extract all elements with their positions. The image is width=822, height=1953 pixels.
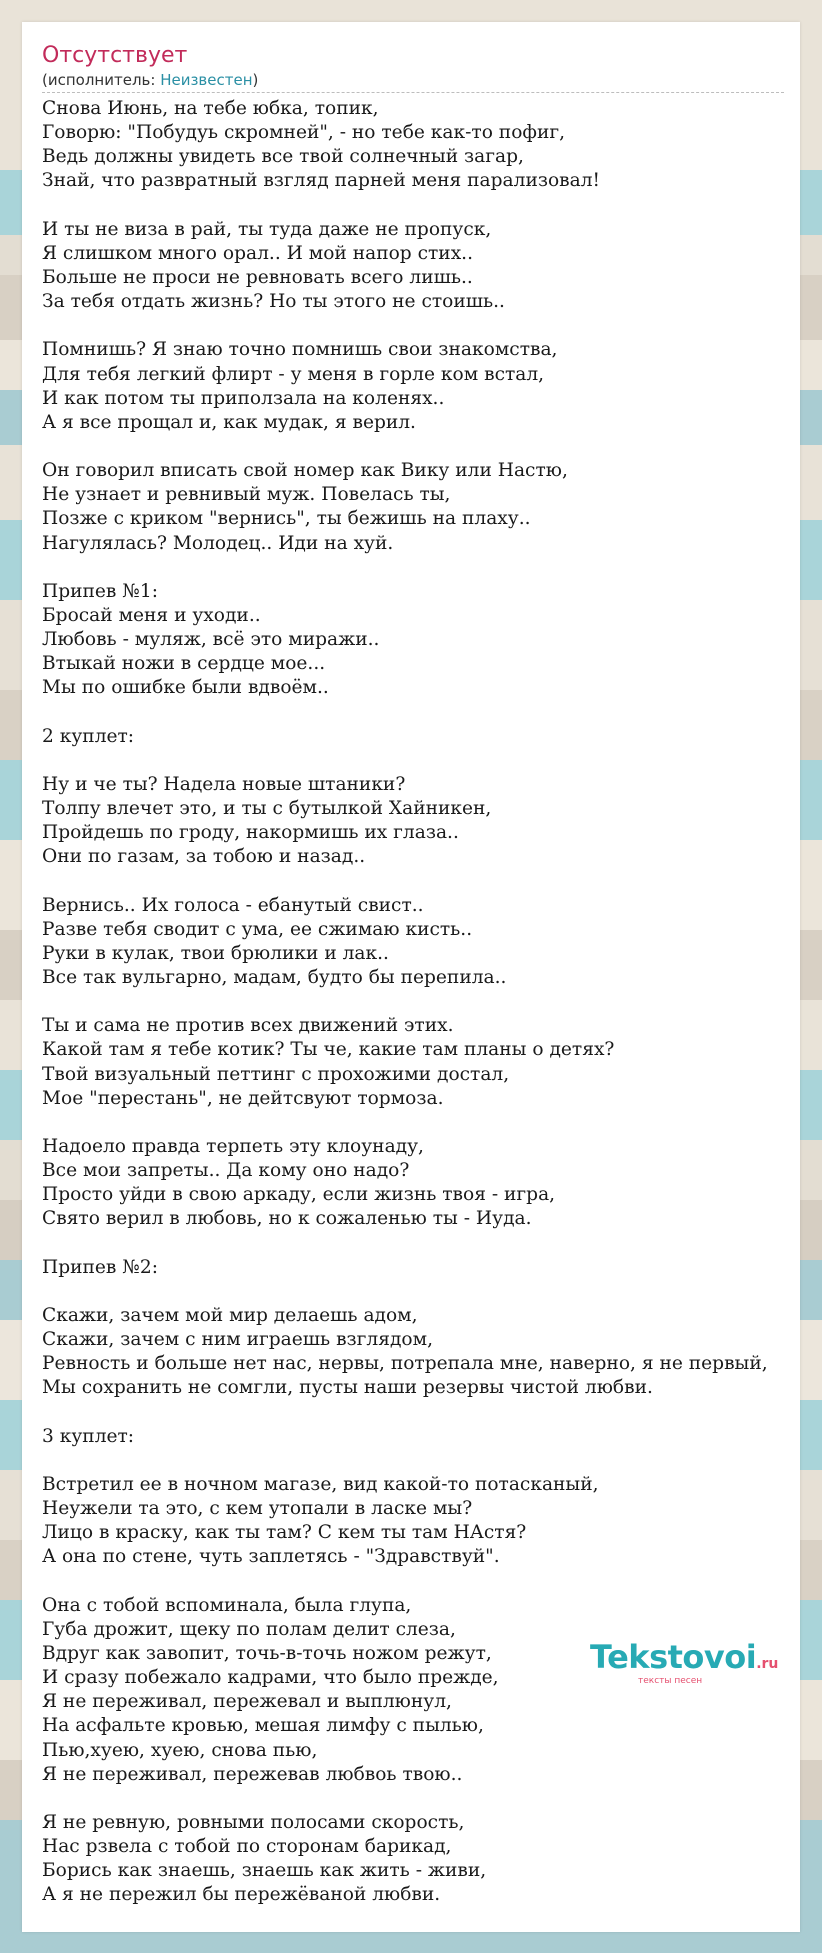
performer-prefix: (исполнитель: [42,71,161,89]
lyric-line: Больше не проси не ревновать всего лишь.. [42,266,473,288]
lyric-line: Вдруг как завопит, точь-в-точь ножом режут, [42,1643,492,1664]
lyric-line: Бросай меня и уходи.. [42,604,261,626]
lyric-line: Губа дрожит, щеку по полам делит слеза, [42,1618,456,1640]
performer-link[interactable]: Неизвестен [160,71,253,89]
lyric-line: Припев №1: [42,580,158,602]
lyric-line [42,990,800,1014]
lyric-line: Встретил ее в ночном магазе, вид какой-то потасканый, [42,1474,599,1496]
lyric-line: Ты и сама не против всех движений этих. [42,1015,454,1037]
lyric-line [42,1232,800,1256]
lyric-line: Свято верил в любовь, но к сожаленью ты - Иуда. [42,1208,532,1230]
lyric-line [42,1570,800,1594]
lyric-line: Знай, что развратный взгляд парней меня парализовал! [42,170,601,192]
lyric-line: Позже с криком "вернись", ты бежишь на плаху.. [42,508,531,530]
lyric-line: Припев №2: [42,1256,158,1278]
lyric-line: Я слишком много орал.. И мой напор стих.. [42,242,474,264]
lyric-line: Я не переживал, пережевав любвоь твою.. [42,1763,463,1785]
lyric-line: Вернись.. Их голоса - ебанутый свист.. [42,894,424,916]
lyric-line: Не узнает и ревнивый муж. Повелась ты, [42,484,451,506]
lyric-line: Нагулялась? Молодец.. Иди на хуй. [42,532,394,554]
lyric-line: А она по стене, чуть заплетясь - "Здравствуй". [42,1546,500,1568]
lyric-line: Пью,хуею, хуею, снова пью, [42,1739,318,1761]
lyric-line: А я все прощал и, как мудак, я верил. [42,411,416,433]
lyric-line: Я не ревную, ровными полосами скорость, [42,1811,465,1833]
lyric-line: 2 куплет: [42,725,135,747]
lyric-line: Помнишь? Я знаю точно помнишь свои знакомства, [42,339,558,361]
lyric-line: Ведь должны увидеть все твой солнечный загар, [42,146,524,168]
lyric-line: Она с тобой вспоминала, была глупа, [42,1594,412,1616]
lyric-line: Снова Июнь, на тебе юбка, топик, [42,98,379,119]
logo-subtitle: тексты песен [638,1676,703,1686]
lyrics-card [22,22,800,1932]
lyric-line: А я не пережил бы пережёваной любви. [42,1884,441,1906]
song-title: Отсутствует [42,43,188,68]
lyric-line: Все мои запреты.. Да кому оно надо? [42,1160,410,1182]
lyric-line: И сразу побежало кадрами, что было прежде, [42,1667,499,1689]
lyric-line: Скажи, зачем с ним играешь взглядом, [42,1329,433,1351]
lyric-line [42,1401,800,1425]
logo-brand: Tekstovoi [590,1638,757,1676]
lyric-line: Ну и че ты? Надела новые штаники? [42,773,406,795]
lyric-line: Нас рзвела с тобой по сторонам барикад, [42,1836,452,1858]
lyric-line: Борись как знаешь, знаешь как жить - живи, [42,1860,487,1882]
lyric-line: Разве тебя сводит с ума, ее сжимаю кисть.. [42,918,473,940]
lyric-line: Все так вульгарно, мадам, будто бы перепила.. [42,967,507,989]
lyric-line: Твой визуальный петтинг с прохожими достал, [42,1063,510,1085]
lyric-line: Он говорил вписать свой номер как Вику или Настю, [42,460,568,482]
lyric-line [42,1111,800,1135]
lyric-line: Просто уйди в свою аркаду, если жизнь твоя - игра, [42,1184,556,1206]
lyric-line: Мы сохранить не сомгли, пусты наши резервы чистой любви. [42,1377,653,1399]
lyric-line [42,749,800,773]
lyric-line [42,314,800,338]
lyric-line: Для тебя легкий флирт - у меня в горле ком встал, [42,363,545,385]
lyric-line: И как потом ты приползала на коленях.. [42,387,445,409]
lyric-line [42,870,800,894]
lyric-line: Надоело правда терпеть эту клоунаду, [42,1136,424,1158]
lyric-line: 3 куплет: [42,1425,135,1447]
lyric-line: Пройдешь по гроду, накормишь их глаза.. [42,822,459,844]
lyric-line: На асфальте кровью, мешая лимфу с пылью, [42,1715,484,1737]
site-logo[interactable] [590,1637,790,1697]
lyric-line [42,1280,800,1304]
lyric-line: И ты не виза в рай, ты туда даже не пропуск, [42,218,492,240]
lyric-line: Скажи, зачем мой мир делаешь адом, [42,1305,418,1327]
logo-tld: .ru [756,1656,779,1672]
lyric-line: Они по газам, за тобою и назад.. [42,846,366,868]
lyric-line [42,1449,800,1473]
lyric-line: За тебя отдать жизнь? Но ты этого не стоишь.. [42,291,505,313]
lyric-line [42,556,800,580]
lyric-line [42,194,800,218]
lyric-line: Лицо в краску, как ты там? С кем ты там НАстя? [42,1522,527,1544]
lyric-line [42,701,800,725]
lyric-line: Руки в кулак, твои брюлики и лак.. [42,942,389,964]
lyric-line: Втыкай ножи в сердце мое... [42,653,326,675]
lyric-line [42,1787,800,1811]
lyric-line: Неужели та это, с кем утопали в ласке мы? [42,1498,473,1520]
lyric-line: Толпу влечет это, и ты с бутылкой Хайникен, [42,798,492,820]
lyrics-text [42,97,800,1908]
performer-line [42,70,784,93]
lyric-line: Говорю: "Побудуь скромней", - но тебе как-то пофиг, [42,122,565,144]
lyric-line: Мое "перестань", не дейтсвуют тормоза. [42,1087,444,1109]
lyric-line: Я не переживал, пережевал и выплюнул, [42,1691,452,1713]
performer-suffix: ) [252,71,259,89]
lyric-line: Какой там я тебе котик? Ты че, какие там планы о детях? [42,1039,615,1061]
lyric-line: Ревность и больше нет нас, нервы, потрепала мне, наверно, я не первый, [42,1353,768,1375]
lyric-line: Мы по ошибке были вдвоём.. [42,677,329,699]
lyric-line: Любовь - муляж, всё это миражи.. [42,629,380,651]
lyric-line [42,435,800,459]
